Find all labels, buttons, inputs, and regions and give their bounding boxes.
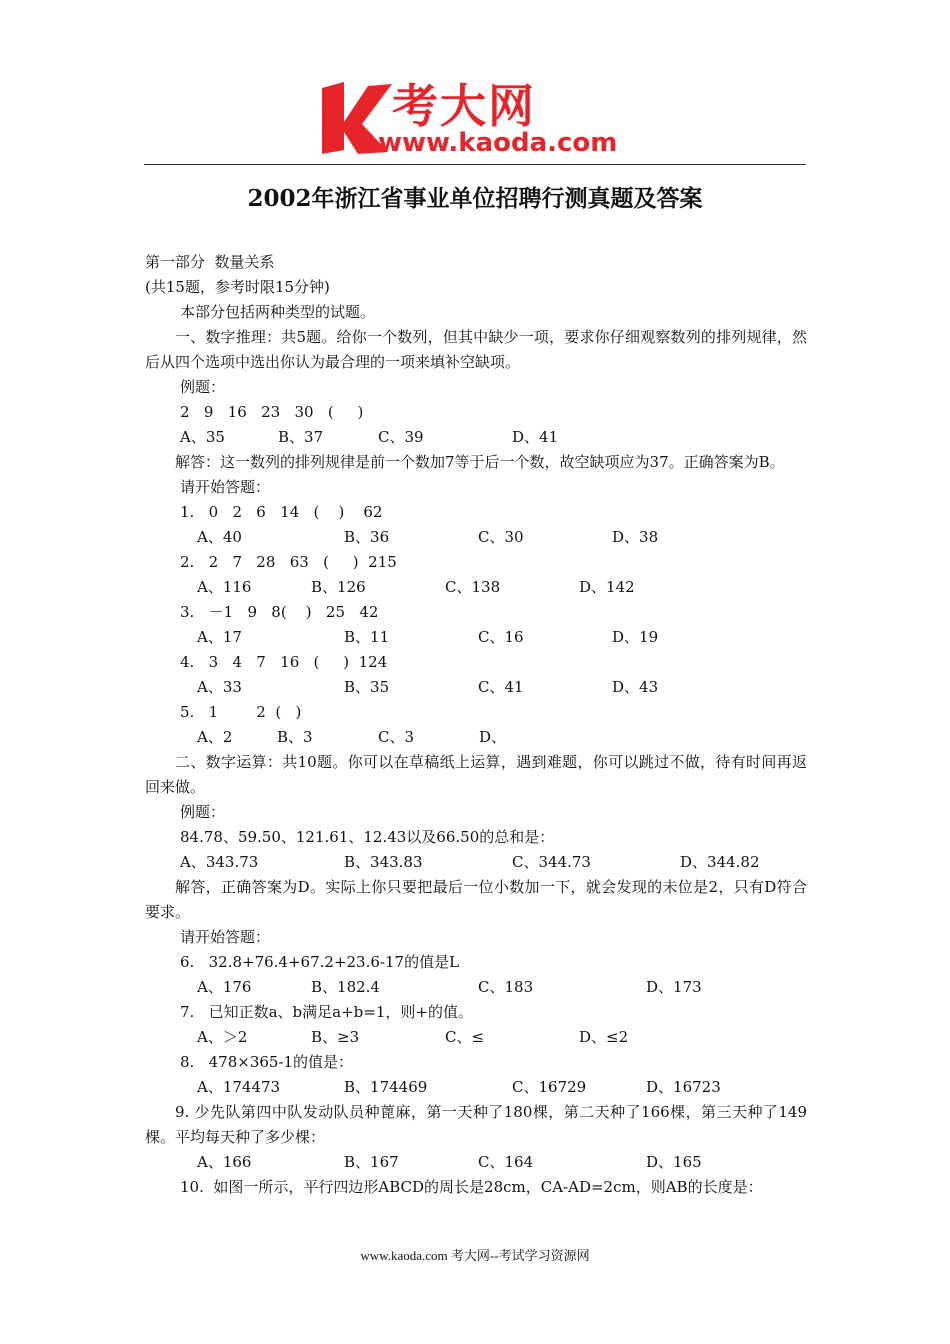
section-intro: 本部分包括两种类型的试题。 [180,303,376,321]
part1-example-sequence: 2 9 16 23 30 ( ) [180,403,364,421]
question-5: 5. 1 2 ( ) [180,703,302,721]
question-5-options [145,725,807,750]
question-3-options [145,625,807,650]
option: B、35 [344,678,390,696]
part2-example-options [145,850,807,875]
logo-brand-text: 考大网 [392,79,536,133]
option: A、343.73 [180,853,259,871]
option: C、≤ [445,1028,485,1046]
question-6: 6. 32.8+76.4+67.2+23.6-17的值是L [180,953,460,971]
option: C、3 [378,728,415,746]
part2-solution: 解答，正确答案为D。实际上你只要把最后一位小数加一下，就会发现的未位是2，只有D符合要求。 [145,878,807,921]
option: C、16 [478,628,524,646]
part1-start-prompt: 请开始答题： [180,478,271,496]
option: B、11 [344,628,390,646]
option: A、33 [197,678,242,696]
question-9-options [145,1150,807,1175]
option: B、174469 [344,1078,428,1096]
option: C、41 [478,678,524,696]
option: D、38 [612,528,659,546]
part1-solution: 解答：这一数列的排列规律是前一个数加7等于后一个数，故空缺项应为37。正确答案为B。 [175,453,785,471]
option: A、176 [197,978,252,996]
question-1-options [145,525,807,550]
option: D、344.82 [680,853,760,871]
option: B、167 [344,1153,399,1171]
option: A、2 [197,728,233,746]
question-2: 2. 2 7 28 63 ( ) 215 [180,553,397,571]
part2-start-prompt: 请开始答题： [180,928,271,946]
option: B、36 [344,528,390,546]
section-heading: 第一部分 数量关系 [145,253,275,271]
logo-brand-url: www.kaoda.com [378,128,618,158]
option: A、166 [197,1153,252,1171]
question-3: 3. －1 9 8( ) 25 42 [180,603,379,621]
option: D、 [479,728,507,746]
part1-description: 一、数字推理：共5题。给你一个数列，但其中缺少一项，要求你仔细观察数列的排列规律，然后从四个选项中选出你认为最合理的一项来填补空缺项。 [145,328,807,371]
question-7-options [145,1025,807,1050]
part1-example-options [145,425,807,450]
option: B、3 [277,728,313,746]
option: C、183 [478,978,534,996]
question-10: 10. 如图一所示，平行四边形ABCD的周长是28cm，CA-AD=2cm，则AB的长度是： [180,1178,763,1196]
question-2-options [145,575,807,600]
part2-example-text: 84.78、59.50、121.61、12.43以及66.50的总和是： [180,828,555,846]
option: C、16729 [512,1078,587,1096]
question-1: 1. 0 2 6 14 ( ) 62 [180,503,383,521]
option: A、＞2 [197,1028,248,1046]
option: B、126 [311,578,366,596]
option: A、35 [180,428,225,446]
option: C、138 [445,578,501,596]
option: A、116 [197,578,252,596]
option: B、182.4 [311,978,380,996]
question-6-options [145,975,807,1000]
part2-description: 二、数字运算：共10题。你可以在草稿纸上运算，遇到难题，你可以跳过不做，待有时间再返回来做。 [145,753,807,796]
option: A、174473 [197,1078,281,1096]
header-divider [144,164,806,165]
question-9: 9. 少先队第四中队发动队员种蓖麻，第一天种了180棵，第二天种了166棵，第三天种了149棵。平均每天种了多少棵： [145,1103,807,1146]
part2-example-label: 例题： [180,803,226,821]
page-footer: www.kaoda.com 考大网--考试学习资源网 [360,1248,590,1263]
option: C、344.73 [512,853,591,871]
option: D、19 [612,628,659,646]
question-8: 8. 478×365-1的值是： [180,1053,354,1071]
part1-example-label: 例题： [180,378,226,396]
option: D、165 [646,1153,702,1171]
option: C、39 [378,428,424,446]
option: D、≤2 [579,1028,629,1046]
document-body [145,250,807,1200]
option: A、40 [197,528,242,546]
option: D、142 [579,578,635,596]
question-4-options [145,675,807,700]
document-title: 2002年浙江省事业单位招聘行测真题及答案 [247,185,703,212]
option: A、17 [197,628,242,646]
option: D、43 [612,678,659,696]
question-7: 7. 已知正数a、b满足a+b=1，则+的值。 [180,1003,473,1021]
option: B、343.83 [344,853,423,871]
option: D、173 [646,978,702,996]
option: D、41 [512,428,559,446]
option: C、164 [478,1153,534,1171]
option: C、30 [478,528,524,546]
question-8-options [145,1075,807,1100]
option: B、≥3 [311,1028,360,1046]
section-time-limit: (共15题，参考时限15分钟) [145,278,330,296]
question-4: 4. 3 4 7 16 ( ) 124 [180,653,388,671]
option: D、16723 [646,1078,721,1096]
option: B、37 [278,428,324,446]
